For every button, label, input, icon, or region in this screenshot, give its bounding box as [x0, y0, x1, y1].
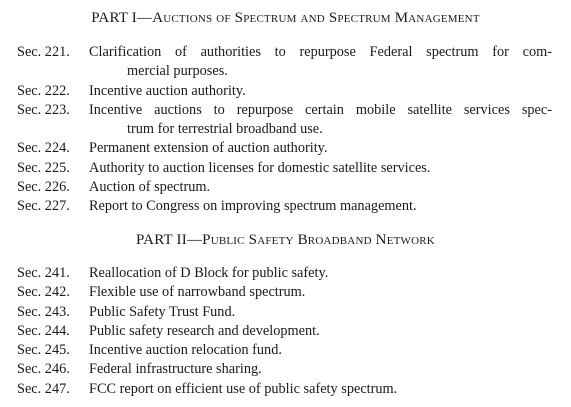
section-title-line: Incentive auction authority.	[89, 82, 246, 99]
section-number: Sec. 242.	[17, 284, 70, 301]
section-title-line: Flexible use of narrowband spectrum.	[89, 284, 306, 301]
section-number: Sec. 241.	[17, 265, 70, 281]
section-title	[89, 159, 552, 178]
section-title	[89, 283, 552, 302]
part-2-heading-title: Public Safety Broadband Network	[202, 232, 435, 248]
section-title	[89, 322, 552, 341]
section-title	[89, 178, 552, 197]
section-entry	[17, 264, 552, 283]
section-title	[89, 101, 552, 140]
section-number: Sec. 247.	[17, 380, 70, 397]
section-number: Sec. 224.	[17, 140, 70, 157]
section-entry	[17, 303, 552, 322]
section-title	[89, 139, 552, 158]
section-number: Sec. 225.	[17, 159, 70, 176]
section-number: Sec. 227.	[17, 198, 70, 215]
section-title-line: Public safety research and development.	[89, 322, 320, 339]
section-entry	[17, 197, 552, 216]
section-title-line: Reallocation of D Block for public safety.	[89, 265, 329, 281]
section-entry	[17, 322, 552, 341]
section-number: Sec. 226.	[17, 179, 70, 196]
section-title	[89, 82, 552, 101]
part-1-heading	[0, 10, 571, 27]
part-1-heading-title: Auctions of Spectrum and Spectrum Management	[152, 10, 480, 26]
part-1-section-list	[17, 43, 552, 217]
section-entry	[17, 82, 552, 101]
section-number: Sec. 221.	[17, 44, 70, 60]
section-entry	[17, 360, 552, 379]
section-title-line: Authority to auction licenses for domestic satellite services.	[89, 159, 431, 176]
section-entry	[17, 341, 552, 360]
section-title-line: FCC report on efficient use of public safety spectrum.	[89, 380, 398, 397]
section-title	[89, 360, 552, 379]
section-title-line: Permanent extension of auction authority.	[89, 140, 328, 157]
section-title-continuation: mercial purposes.	[127, 63, 228, 80]
section-title	[89, 303, 552, 322]
section-entry	[17, 283, 552, 302]
section-number: Sec. 245.	[17, 342, 70, 359]
section-number: Sec. 222.	[17, 82, 70, 99]
section-title	[89, 341, 552, 360]
section-entry	[17, 178, 552, 197]
section-title-line: Public Safety Trust Fund.	[89, 303, 236, 320]
section-entry	[17, 43, 552, 82]
part-2-heading	[0, 232, 571, 249]
section-title	[89, 264, 552, 283]
section-title-line: Incentive auctions to repurpose certain mobile satellite services spec-	[89, 101, 552, 118]
section-title-continuation: trum for terrestrial broadband use.	[127, 121, 323, 138]
section-title	[89, 43, 552, 82]
section-number: Sec. 244.	[17, 322, 70, 339]
section-number: Sec. 246.	[17, 361, 70, 378]
section-title-line: Federal infrastructure sharing.	[89, 361, 262, 378]
section-entry	[17, 101, 552, 140]
section-title-line: Incentive auction relocation fund.	[89, 342, 282, 359]
part-2-heading-prefix: PART II—	[136, 232, 203, 248]
section-title-line: Clarification of authorities to repurpose Federal spectrum for com-	[89, 44, 552, 60]
part-2-section-list	[17, 264, 552, 399]
section-title	[89, 197, 552, 216]
section-entry	[17, 139, 552, 158]
section-entry	[17, 380, 552, 399]
section-number: Sec. 223.	[17, 101, 70, 118]
section-number: Sec. 243.	[17, 303, 70, 320]
section-title-line: Report to Congress on improving spectrum management.	[89, 198, 417, 215]
section-entry	[17, 159, 552, 178]
section-title	[89, 380, 552, 399]
section-title-line: Auction of spectrum.	[89, 179, 211, 196]
part-1-heading-prefix: PART I—	[91, 10, 153, 26]
